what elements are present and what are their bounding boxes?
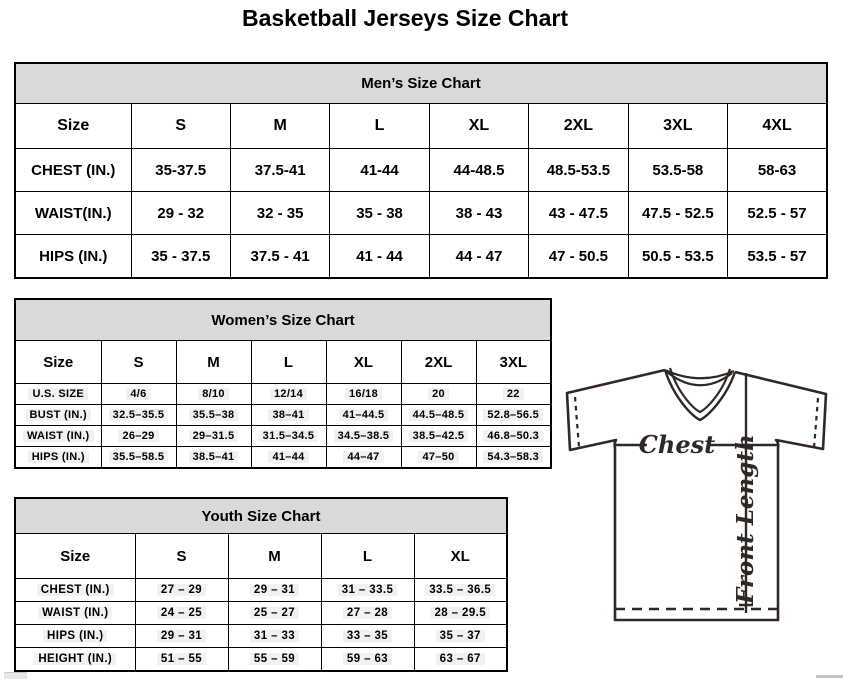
size-value: 37.5-41 bbox=[230, 149, 329, 192]
size-value: 38.5–42.5 bbox=[401, 426, 476, 447]
column-header: S bbox=[101, 341, 176, 384]
size-value: 48.5-53.5 bbox=[529, 149, 628, 192]
size-value: 35 - 38 bbox=[330, 192, 429, 235]
size-value: 47.5 - 52.5 bbox=[628, 192, 727, 235]
size-value: 33.5 – 36.5 bbox=[414, 579, 507, 602]
scrollbar-fragment-left[interactable] bbox=[4, 672, 27, 679]
size-value: 12/14 bbox=[251, 384, 326, 405]
column-header: 2XL bbox=[401, 341, 476, 384]
table-title: Youth Size Chart bbox=[15, 498, 507, 534]
row-label: HIPS (IN.) bbox=[15, 625, 135, 648]
column-header: 4XL bbox=[728, 104, 827, 149]
size-value: 44–47 bbox=[326, 447, 401, 469]
size-value: 38 - 43 bbox=[429, 192, 528, 235]
size-value: 41 - 44 bbox=[330, 235, 429, 279]
size-value: 41–44.5 bbox=[326, 405, 401, 426]
size-value: 46.8–50.3 bbox=[476, 426, 551, 447]
size-value: 44 - 47 bbox=[429, 235, 528, 279]
column-header: S bbox=[131, 104, 230, 149]
column-header: M bbox=[176, 341, 251, 384]
size-value: 34.5–38.5 bbox=[326, 426, 401, 447]
size-value: 54.3–58.3 bbox=[476, 447, 551, 469]
size-value: 52.8–56.5 bbox=[476, 405, 551, 426]
size-value: 51 – 55 bbox=[135, 648, 228, 672]
size-value: 41–44 bbox=[251, 447, 326, 469]
size-value: 26–29 bbox=[101, 426, 176, 447]
size-value: 28 – 29.5 bbox=[414, 602, 507, 625]
row-label: WAIST (IN.) bbox=[15, 426, 101, 447]
column-header: M bbox=[230, 104, 329, 149]
size-value: 35-37.5 bbox=[131, 149, 230, 192]
size-value: 35.5–58.5 bbox=[101, 447, 176, 469]
column-header: Size bbox=[15, 104, 131, 149]
chest-label: Chest bbox=[638, 430, 716, 459]
size-value: 58-63 bbox=[728, 149, 827, 192]
column-header: XL bbox=[326, 341, 401, 384]
size-value: 29 - 32 bbox=[131, 192, 230, 235]
size-value: 16/18 bbox=[326, 384, 401, 405]
column-header: L bbox=[251, 341, 326, 384]
size-value: 35 – 37 bbox=[414, 625, 507, 648]
size-value: 33 – 35 bbox=[321, 625, 414, 648]
size-value: 24 – 25 bbox=[135, 602, 228, 625]
page-title: Basketball Jerseys Size Chart bbox=[241, 5, 568, 31]
left-sleeve-seam-dashed bbox=[575, 397, 579, 447]
size-value: 27 – 28 bbox=[321, 602, 414, 625]
column-header: S bbox=[135, 534, 228, 579]
size-value: 55 – 59 bbox=[228, 648, 321, 672]
size-value: 47 - 50.5 bbox=[529, 235, 628, 279]
column-header: M bbox=[228, 534, 321, 579]
size-value: 38–41 bbox=[251, 405, 326, 426]
row-label: HIPS (IN.) bbox=[15, 447, 101, 469]
size-value: 29 – 31 bbox=[135, 625, 228, 648]
size-value: 32 - 35 bbox=[230, 192, 329, 235]
column-header: Size bbox=[15, 341, 101, 384]
row-label: BUST (IN.) bbox=[15, 405, 101, 426]
row-label: U.S. SIZE bbox=[15, 384, 101, 405]
jersey-outline bbox=[567, 370, 826, 620]
size-value: 35 - 37.5 bbox=[131, 235, 230, 279]
column-header: XL bbox=[429, 104, 528, 149]
size-value: 31 – 33 bbox=[228, 625, 321, 648]
size-value: 38.5–41 bbox=[176, 447, 251, 469]
size-value: 53.5 - 57 bbox=[728, 235, 827, 279]
size-value: 31.5–34.5 bbox=[251, 426, 326, 447]
size-value: 29–31.5 bbox=[176, 426, 251, 447]
column-header: XL bbox=[414, 534, 507, 579]
row-label: HIPS (IN.) bbox=[15, 235, 131, 279]
row-label: WAIST (IN.) bbox=[15, 602, 135, 625]
column-header: Size bbox=[15, 534, 135, 579]
size-value: 20 bbox=[401, 384, 476, 405]
size-value: 44.5–48.5 bbox=[401, 405, 476, 426]
size-value: 47–50 bbox=[401, 447, 476, 469]
size-value: 63 – 67 bbox=[414, 648, 507, 672]
mens-size-table bbox=[14, 62, 828, 279]
size-value: 37.5 - 41 bbox=[230, 235, 329, 279]
size-value: 35.5–38 bbox=[176, 405, 251, 426]
size-value: 32.5–35.5 bbox=[101, 405, 176, 426]
right-sleeve-seam-dashed bbox=[814, 398, 818, 448]
size-value: 52.5 - 57 bbox=[728, 192, 827, 235]
size-value: 43 - 47.5 bbox=[529, 192, 628, 235]
row-label: HEIGHT (IN.) bbox=[15, 648, 135, 672]
size-value: 31 – 33.5 bbox=[321, 579, 414, 602]
front-length-label: Front Length bbox=[732, 434, 759, 604]
row-label: CHEST (IN.) bbox=[15, 149, 131, 192]
size-value: 50.5 - 53.5 bbox=[628, 235, 727, 279]
size-value: 29 – 31 bbox=[228, 579, 321, 602]
column-header: L bbox=[330, 104, 429, 149]
row-label: CHEST (IN.) bbox=[15, 579, 135, 602]
column-header: 2XL bbox=[529, 104, 628, 149]
table-title: Women’s Size Chart bbox=[15, 299, 551, 341]
youth-size-table bbox=[14, 497, 508, 672]
size-value: 25 – 27 bbox=[228, 602, 321, 625]
size-value: 22 bbox=[476, 384, 551, 405]
size-value: 53.5-58 bbox=[628, 149, 727, 192]
column-header: 3XL bbox=[476, 341, 551, 384]
size-value: 27 – 29 bbox=[135, 579, 228, 602]
scrollbar-fragment-right[interactable] bbox=[816, 675, 843, 678]
size-value: 41-44 bbox=[330, 149, 429, 192]
column-header: 3XL bbox=[628, 104, 727, 149]
jersey-measurement-diagram bbox=[556, 356, 842, 628]
size-value: 4/6 bbox=[101, 384, 176, 405]
size-value: 44-48.5 bbox=[429, 149, 528, 192]
row-label: WAIST(IN.) bbox=[15, 192, 131, 235]
table-title: Men’s Size Chart bbox=[15, 63, 827, 104]
column-header: L bbox=[321, 534, 414, 579]
womens-size-table bbox=[14, 298, 552, 469]
size-value: 8/10 bbox=[176, 384, 251, 405]
size-value: 59 – 63 bbox=[321, 648, 414, 672]
